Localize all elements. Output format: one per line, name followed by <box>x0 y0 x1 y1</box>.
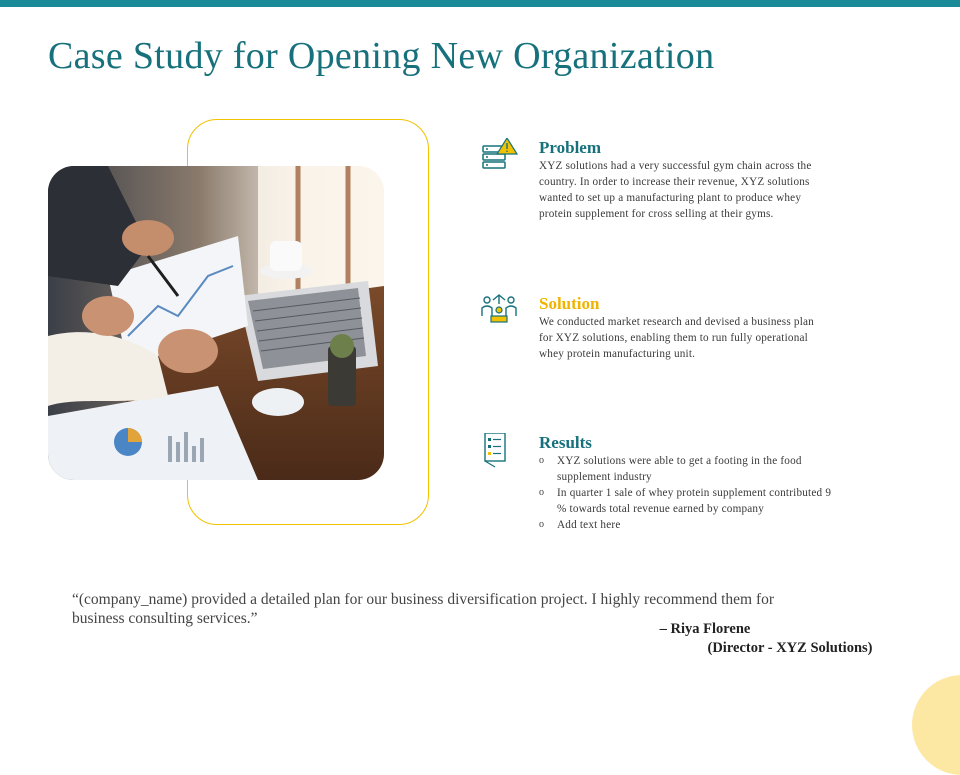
team-collaboration-icon <box>481 294 519 330</box>
solution-line: whey protein manufacturing unit. <box>539 348 696 360</box>
problem-heading: Problem <box>539 138 602 157</box>
result-line: In quarter 1 sale of whey protein supplement contributed 9 <box>557 487 832 499</box>
problem-line: protein supplement for cross selling at their gyms. <box>539 208 774 220</box>
problem-text <box>539 158 884 222</box>
solution-line: for XYZ solutions, enabling them to run fully operational <box>539 332 808 344</box>
top-accent-bar <box>0 0 960 7</box>
quote-author: – Riya Florene <box>659 621 751 637</box>
solution-text <box>539 314 884 362</box>
problem-line: country. In order to increase their revenue, XYZ solutions <box>539 176 810 188</box>
list-item <box>539 453 884 485</box>
quote-line: business consulting services.” <box>72 610 258 627</box>
result-line: supplement industry <box>557 471 652 483</box>
results-heading: Results <box>539 433 592 452</box>
problem-line: wanted to set up a manufacturing plant to produce whey <box>539 192 802 204</box>
bullet-marker: o <box>539 519 545 530</box>
result-line: XYZ solutions were able to get a footing in the food <box>557 455 802 467</box>
result-line: Add text here <box>557 519 621 531</box>
results-list <box>539 453 884 533</box>
bullet-marker: o <box>539 455 545 466</box>
page-title: Case Study for Opening New Organization <box>48 35 715 77</box>
solution-line: We conducted market research and devised a business plan <box>539 316 814 328</box>
corner-decoration <box>912 675 960 775</box>
list-item <box>539 517 884 533</box>
list-item <box>539 485 884 517</box>
bullet-marker: o <box>539 487 545 498</box>
business-meeting-photo <box>48 166 384 480</box>
quote-line: “(company_name) provided a detailed plan for our business diversification project. I highly recommend them for <box>72 591 775 608</box>
result-line: % towards total revenue earned by company <box>557 503 765 515</box>
quote-author-role: (Director - XYZ Solutions) <box>707 640 873 656</box>
solution-heading: Solution <box>539 294 600 313</box>
checklist-icon <box>481 433 519 469</box>
problem-line: XYZ solutions had a very successful gym chain across the <box>539 160 812 172</box>
server-warning-icon <box>481 138 519 174</box>
